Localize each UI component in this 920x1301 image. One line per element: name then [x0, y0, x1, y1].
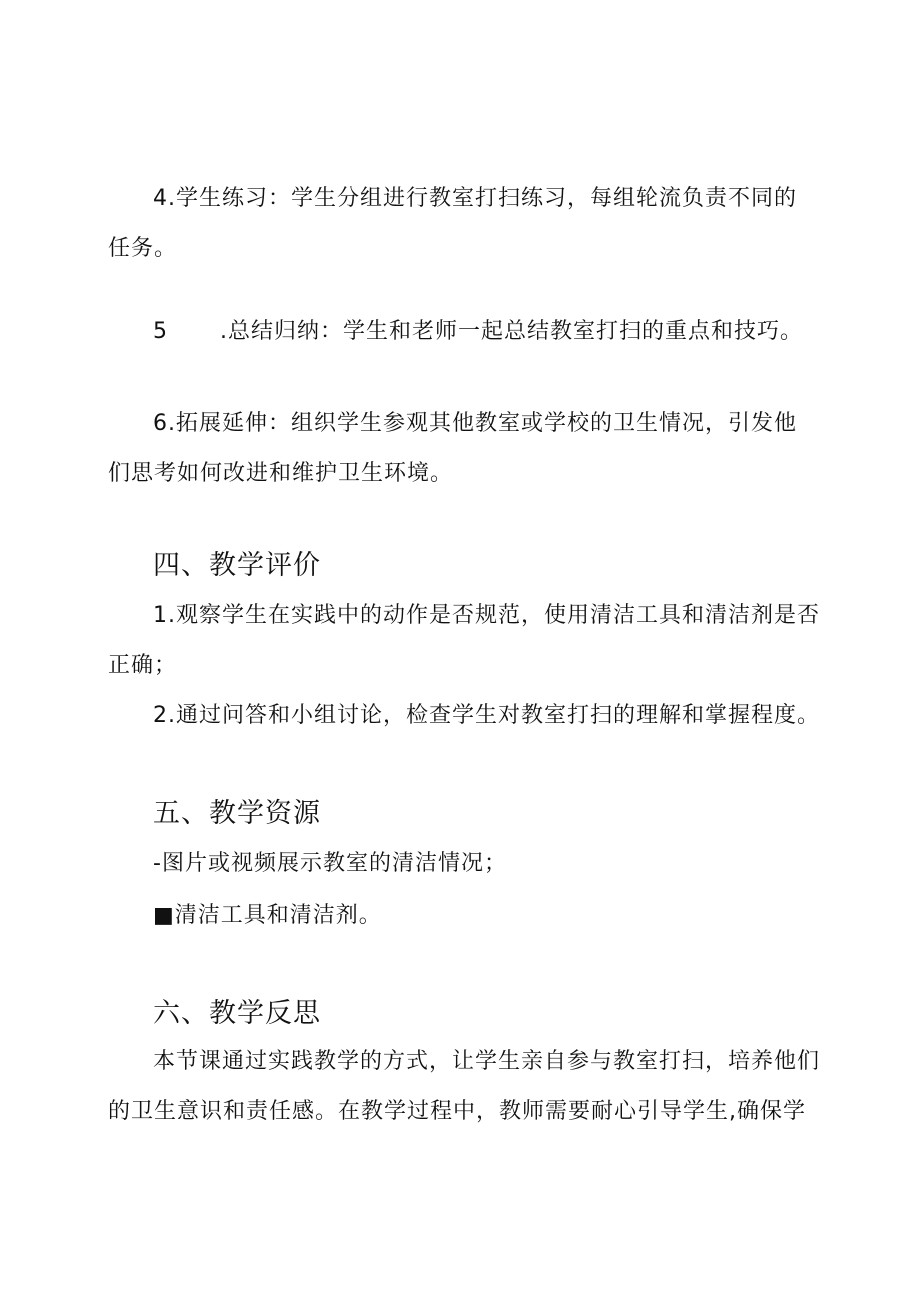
- reflection-line-1: 本节课通过实践教学的方式，让学生亲自参与教室打扫，培养他们: [153, 1049, 821, 1074]
- reflection-line-2: 的卫生意识和责任感。在教学过程中，教师需要耐心引导学生,确保学: [108, 1099, 806, 1124]
- step-4-line-1: 4.学生练习：学生分组进行教室打扫练习，每组轮流负责不同的: [153, 186, 797, 211]
- step-6-line-1: 6.拓展延伸：组织学生参观其他教室或学校的卫生情况，引发他: [153, 411, 797, 436]
- step-4-line-2: 任务。: [108, 236, 178, 261]
- evaluation-item-1-line-2: 正确；: [108, 653, 178, 678]
- step-6-line-2: 们思考如何改进和维护卫生环境。: [108, 461, 454, 486]
- step-5-number: 5: [153, 319, 168, 344]
- resources-item-2: ■清洁工具和清洁剂。: [153, 903, 382, 928]
- evaluation-item-2-line-1: 2.通过问答和小组讨论，检查学生对教室打扫的理解和掌握程度。: [153, 703, 820, 728]
- step-5-text: .总结归纳：学生和老师一起总结教室打扫的重点和技巧。: [220, 319, 803, 344]
- reflection-heading: 六、教学反思: [153, 998, 321, 1029]
- resources-item-1: -图片或视频展示教室的清洁情况；: [153, 851, 507, 876]
- resources-heading: 五、教学资源: [153, 798, 321, 829]
- evaluation-heading: 四、教学评价: [153, 550, 321, 581]
- step-5-line: [153, 316, 803, 348]
- evaluation-item-1-line-1: 1.观察学生在实践中的动作是否规范，使用清洁工具和清洁剂是否: [153, 603, 820, 628]
